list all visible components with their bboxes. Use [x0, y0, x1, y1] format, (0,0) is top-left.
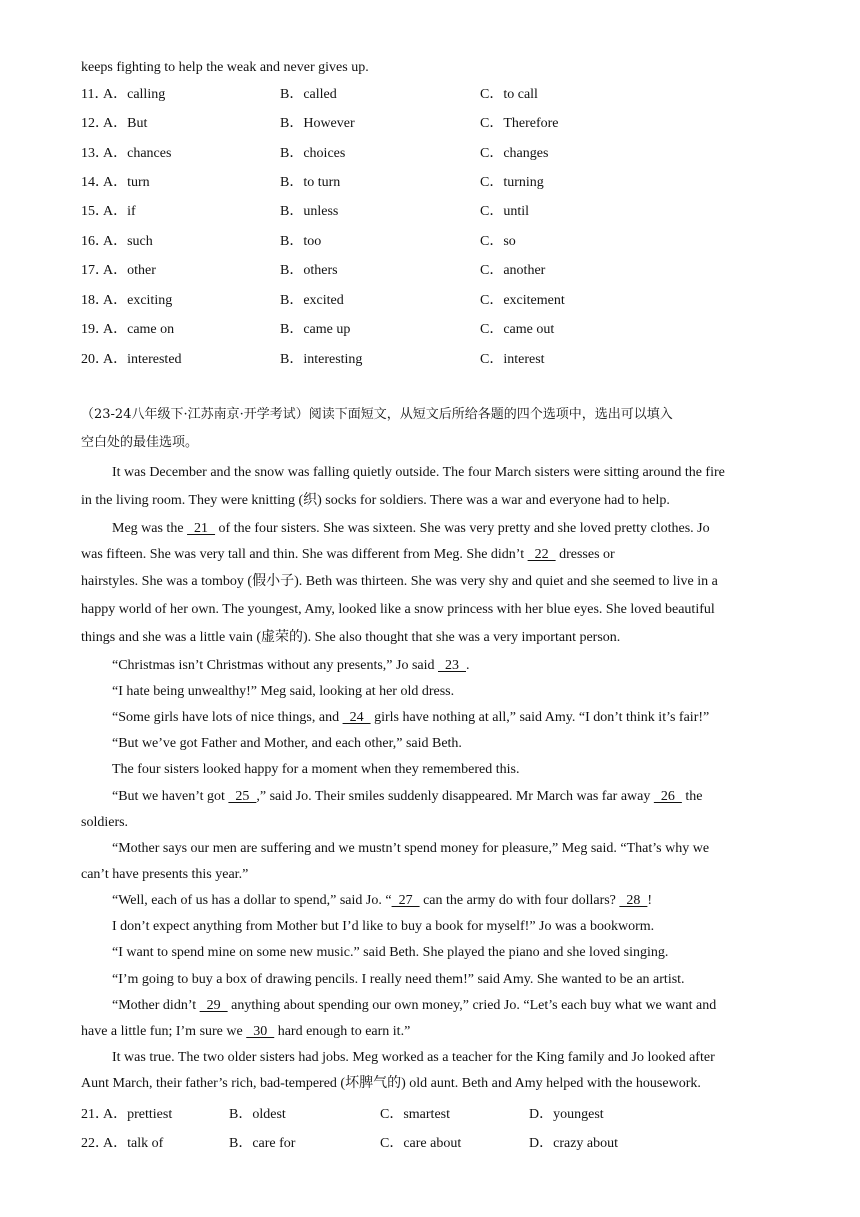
question-number: 13． [81, 146, 109, 161]
blank-24: 24 [342, 710, 371, 725]
passage-line: “I hate being unwealthy!” Meg said, looking at her old dress. [112, 684, 455, 699]
passage-line [112, 997, 812, 1015]
option-c: C．care about [380, 1136, 462, 1151]
text: “Well, each of us has a dollar to spend,” said Jo. “ [112, 893, 392, 908]
passage-line: “But we’ve got Father and Mother, and each other,” said Beth. [112, 736, 462, 751]
text: girls have nothing at all,” said Amy. “I don’t think it’s fair!” [370, 710, 710, 725]
option-b: B．However [280, 116, 355, 131]
blank-22: 22 [527, 547, 556, 562]
passage-line [112, 892, 812, 910]
question-number: 14． [81, 175, 109, 190]
passage-line: things and she was a little vain (虚荣的). She also thought that she was a very important person. [81, 630, 621, 645]
blank-23: 23 [438, 658, 466, 673]
question-number: 18． [81, 293, 109, 308]
passage-line: “Mother says our men are suffering and we mustn’t spend money for pleasure,” Meg said. “That’s why we [112, 841, 710, 856]
passage-line: “I want to spend mine on some new music.” said Beth. She played the piano and she loved singing. [112, 945, 669, 960]
option-c: C．Therefore [480, 116, 559, 131]
option-a: A．such [103, 234, 153, 249]
passage-line [81, 1023, 781, 1041]
option-c: C．came out [480, 322, 555, 337]
option-c: C．to call [480, 87, 538, 102]
passage-line: It was true. The two older sisters had jobs. Meg worked as a teacher for the King family and Jo looked after [112, 1050, 715, 1065]
passage-line: “I’m going to buy a box of drawing pencils. I really need them!” said Amy. She wanted to be an artist. [112, 972, 685, 987]
text: ,” said Jo. Their smiles suddenly disappeared. Mr March was far away [256, 789, 654, 804]
option-a: A．turn [103, 175, 150, 190]
text: ! [647, 893, 653, 908]
text: can the army do with four dollars? [419, 893, 620, 908]
option-c: C．interest [480, 352, 545, 367]
passage-line: Aunt March, their father’s rich, bad-tempered (坏脾气的) old aunt. Beth and Amy helped with the housework. [81, 1076, 701, 1091]
question-number: 20． [81, 352, 109, 367]
text: “Christmas isn’t Christmas without any presents,” Jo said [112, 658, 438, 673]
passage-line [112, 788, 812, 806]
question-number: 16． [81, 234, 109, 249]
option-b: B．oldest [229, 1107, 286, 1122]
section-instruction: （23-24八年级下·江苏南京·开学考试）阅读下面短文，从短文后所给各题的四个选项中，选出可以填入 [81, 407, 673, 422]
passage-line: hairstyles. She was a tomboy (假小子). Beth was thirteen. She was very shy and quiet and she seemed to live in a [81, 574, 718, 589]
option-b: B．too [280, 234, 322, 249]
option-b: B．choices [280, 146, 346, 161]
blank-27: 27 [391, 893, 420, 908]
passage-line: It was December and the snow was falling quietly outside. The four March sisters were sitting around the fire [112, 465, 725, 480]
passage-line: can’t have presents this year.” [81, 867, 249, 882]
text: “Some girls have lots of nice things, and [112, 710, 343, 725]
option-b: B．excited [280, 293, 344, 308]
blank-29: 29 [199, 998, 228, 1013]
option-d: D．youngest [529, 1107, 604, 1122]
option-a: A．exciting [103, 293, 173, 308]
option-a: A．came on [103, 322, 175, 337]
passage-line [112, 657, 812, 675]
option-b: B．unless [280, 204, 339, 219]
text: the [681, 789, 703, 804]
question-number: 11． [81, 87, 109, 102]
option-a: A．other [103, 263, 156, 278]
blank-21: 21 [187, 521, 216, 536]
text: Meg was the [112, 521, 188, 536]
question-number: 12． [81, 116, 109, 131]
passage-line: in the living room. They were knitting (织) socks for soldiers. There was a war and everyone had to help. [81, 493, 670, 508]
question-number: 21． [81, 1107, 109, 1122]
option-b: B．to turn [280, 175, 341, 190]
section-instruction-cont: 空白处的最佳选项。 [81, 435, 199, 450]
text: of the four sisters. She was sixteen. She was very pretty and she loved pretty clothes. Jo [215, 521, 710, 536]
text: . [466, 658, 470, 673]
option-b: B．care for [229, 1136, 296, 1151]
option-b: B．others [280, 263, 338, 278]
text: anything about spending our own money,” cried Jo. “Let’s each buy what we want and [227, 998, 717, 1013]
text: hard enough to earn it.” [274, 1024, 411, 1039]
text: have a little fun; I’m sure we [81, 1024, 247, 1039]
text: “Mother didn’t [112, 998, 200, 1013]
passage-line: happy world of her own. The youngest, Amy, looked like a snow princess with her blue eyes. She loved beautiful [81, 602, 715, 617]
option-c: C．smartest [380, 1107, 450, 1122]
passage-line: soldiers. [81, 815, 129, 830]
option-a: A．if [103, 204, 136, 219]
option-c: C．so [480, 234, 516, 249]
question-number: 17． [81, 263, 109, 278]
option-d: D．crazy about [529, 1136, 619, 1151]
option-a: A．But [103, 116, 148, 131]
question-number: 15． [81, 204, 109, 219]
option-c: C．until [480, 204, 530, 219]
text: “But we haven’t got [112, 789, 229, 804]
option-c: C．excitement [480, 293, 565, 308]
option-c: C．another [480, 263, 546, 278]
option-c: C．changes [480, 146, 549, 161]
question-number: 22． [81, 1136, 109, 1151]
passage-line: I don’t expect anything from Mother but I’d like to buy a book for myself!” Jo was a bookworm. [112, 919, 655, 934]
passage-line [81, 546, 781, 564]
passage-line [112, 709, 812, 727]
text: was fifteen. She was very tall and thin. She was different from Meg. She didn’t [81, 547, 528, 562]
passage-line [112, 520, 812, 538]
blank-28: 28 [619, 893, 648, 908]
option-a: A．talk of [103, 1136, 164, 1151]
option-a: A．calling [103, 87, 166, 102]
option-b: B．called [280, 87, 337, 102]
text: dresses or [555, 547, 615, 562]
option-b: B．interesting [280, 352, 363, 367]
blank-30: 30 [246, 1024, 275, 1039]
option-a: A．interested [103, 352, 182, 367]
option-b: B．came up [280, 322, 351, 337]
option-a: A．prettiest [103, 1107, 173, 1122]
passage-line: The four sisters looked happy for a moment when they remembered this. [112, 762, 520, 777]
blank-26: 26 [653, 789, 682, 804]
question-number: 19． [81, 322, 109, 337]
option-c: C．turning [480, 175, 544, 190]
blank-25: 25 [228, 789, 257, 804]
intro-tail-text: keeps fighting to help the weak and never gives up. [81, 60, 369, 75]
option-a: A．chances [103, 146, 172, 161]
